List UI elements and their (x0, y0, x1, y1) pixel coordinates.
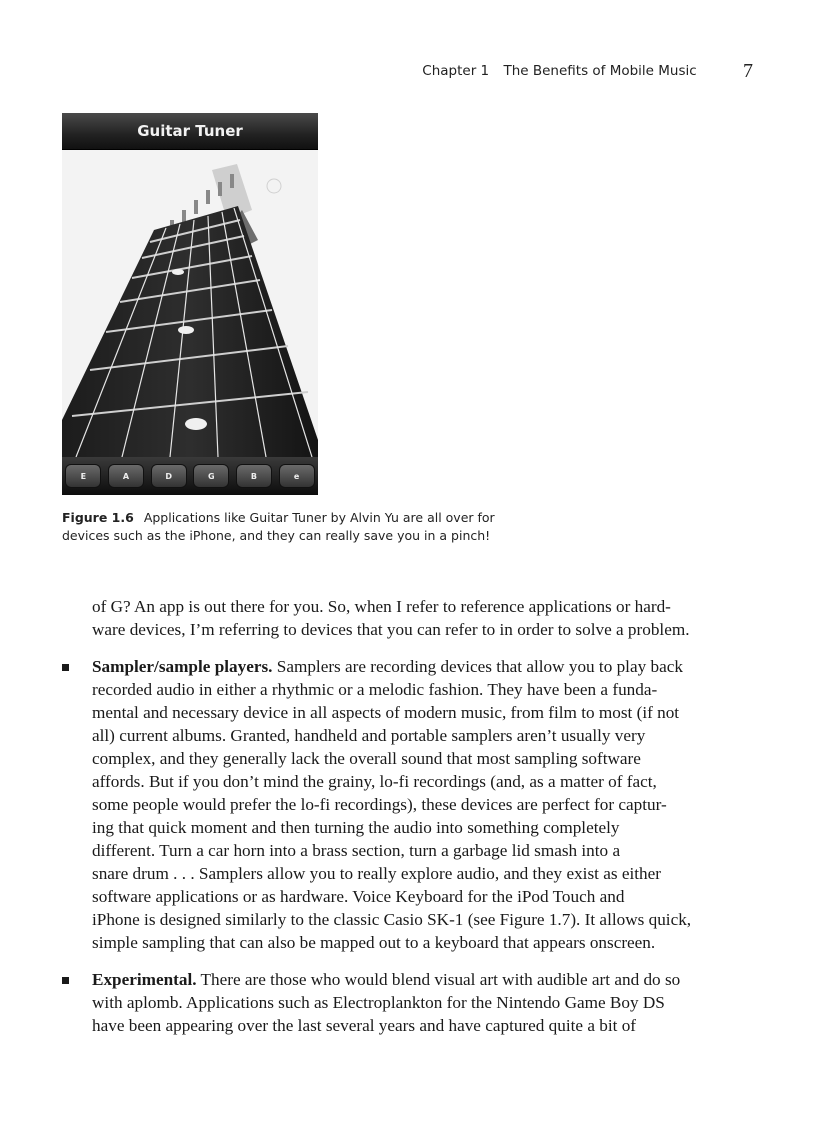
fretboard-image (62, 150, 318, 457)
note-button-e-low[interactable]: E (65, 464, 101, 488)
body-text (62, 595, 762, 1037)
bullet-sampler (62, 655, 762, 954)
app-title: Guitar Tuner (137, 122, 243, 140)
page-number: 7 (743, 60, 753, 82)
note-button-b[interactable]: B (236, 464, 272, 488)
text-line: snare drum . . . Samplers allow you to really explore audio, and they exist as either (92, 864, 661, 883)
text-line: iPhone is designed similarly to the classic Casio SK-1 (see Figure 1.7). It allows quick, (92, 910, 692, 929)
running-header (0, 58, 753, 81)
guitar-neck-illustration (62, 150, 318, 457)
text-line: recorded audio in either a rhythmic or a melodic fashion. They have been a funda- (92, 680, 658, 699)
text-line: affords. But if you don’t mind the grainy, lo-fi recordings (and, as a matter of fact, (92, 772, 657, 791)
chapter-title: The Benefits of Mobile Music (503, 63, 697, 79)
text-line: software applications or as hardware. Voice Keyboard for the iPod Touch and (92, 887, 625, 906)
note-button-e-high[interactable]: e (279, 464, 315, 488)
text-line: with aplomb. Applications such as Electroplankton for the Nintendo Game Boy DS (92, 993, 665, 1012)
note-button-a[interactable]: A (108, 464, 144, 488)
caption-line: Applications like Guitar Tuner by Alvin Yu are all over for (143, 510, 495, 525)
text-line: some people would prefer the lo-fi recordings), these devices are perfect for captur- (92, 795, 667, 814)
text-line: ware devices, I’m referring to devices that you can refer to in order to solve a problem. (92, 620, 690, 639)
text-line: have been appearing over the last several years and have captured quite a bit of (92, 1016, 637, 1035)
continued-paragraph (62, 595, 762, 641)
figure-caption (62, 509, 582, 545)
note-button-d[interactable]: D (151, 464, 187, 488)
guitar-tuner-screenshot (62, 113, 318, 495)
caption-line: devices such as the iPhone, and they can really save you in a pinch! (62, 528, 491, 543)
text-line: mental and necessary device in all aspects of modern music, from film to most (if not (92, 703, 680, 722)
text-line: all) current albums. Granted, handheld and portable samplers aren’t usually very (92, 726, 646, 745)
text-line: of G? An app is out there for you. So, when I refer to reference applications or hard- (92, 597, 671, 616)
figure-label: Figure 1.6 (62, 510, 134, 525)
text-line: Samplers are recording devices that allow you to play back (272, 657, 683, 676)
bullet-experimental (62, 968, 762, 1037)
chapter-label: Chapter 1 (422, 63, 490, 79)
text-line: different. Turn a car horn into a brass section, turn a garbage lid smash into a (92, 841, 621, 860)
bullet-term: Sampler/sample players. (92, 657, 273, 676)
bullet-term: Experimental. (92, 970, 197, 989)
text-line: There are those who would blend visual art with audible art and do so (196, 970, 681, 989)
text-line: simple sampling that can also be mapped out to a keyboard that appears onscreen. (92, 933, 656, 952)
note-selector-bar (62, 457, 318, 495)
text-line: ing that quick moment and then turning the audio into something completely (92, 818, 620, 837)
app-title-bar (62, 113, 318, 150)
note-button-g[interactable]: G (193, 464, 229, 488)
bullet-square-icon (62, 664, 69, 671)
text-line: complex, and they generally lack the overall sound that most sampling software (92, 749, 641, 768)
bullet-square-icon (62, 977, 69, 984)
